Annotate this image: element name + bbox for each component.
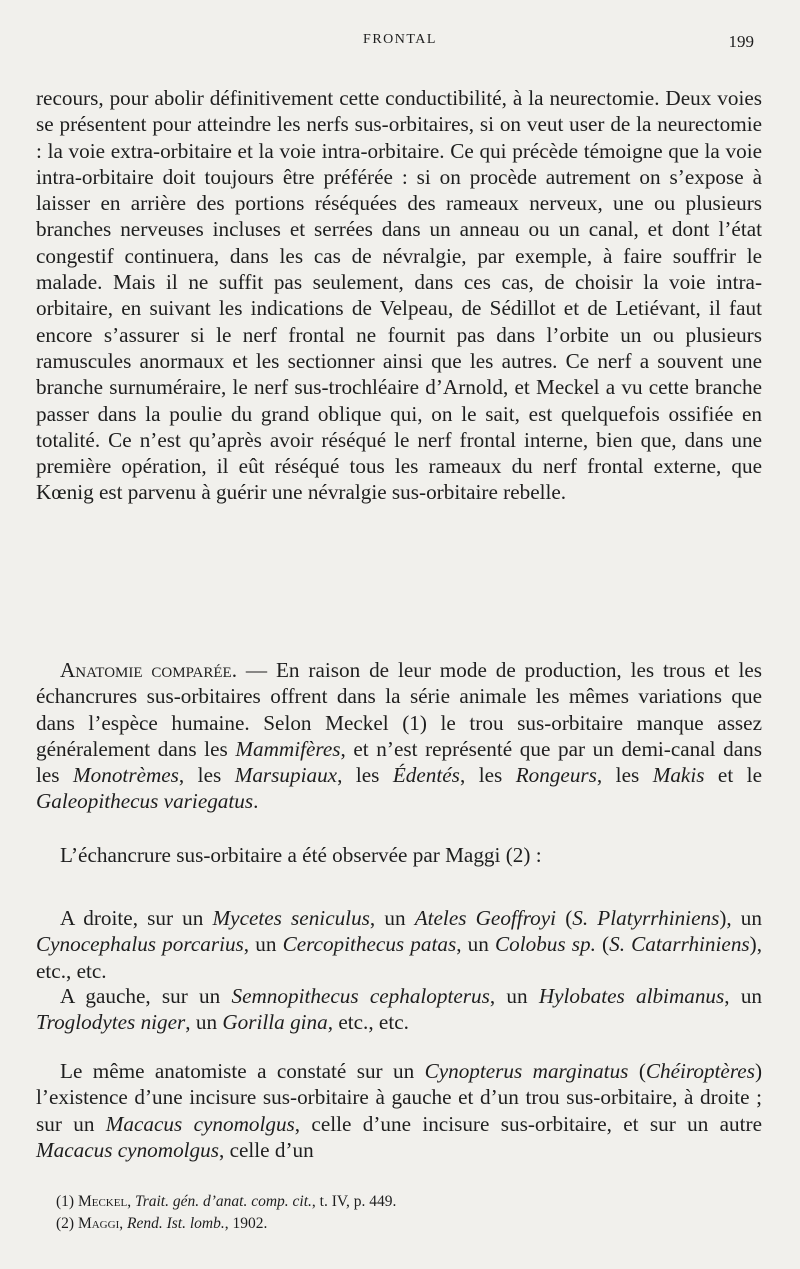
section-heading: Anatomie comparée. (60, 658, 238, 682)
paragraph-left-side: A gauche, sur un Semnopithecus cephalopterus, un Hylobates albimanus, un Troglodytes niger, un Gorilla gina, etc., etc. (36, 984, 763, 1035)
paragraph-maggi-intro (36, 842, 762, 868)
running-title: FRONTAL (363, 32, 437, 47)
paragraph-right-side: A droite, sur un Mycetes seniculus, un Ateles Geoffroyi (S. Platyrrhiniens), un Cynocephalus porcarius, un Cercopithecus patas, un Colobus sp. (S. Catarrhiniens), etc., etc. (36, 906, 763, 983)
paragraph-comparative-anatomy: Anatomie comparée. — En raison de leur mode de production, les trous et les échancrures sus-orbitaires offrent dans la série animale les mêmes variations que dans l’espèce humaine. Selon Meckel (1) le trou sus-orbitaire manque assez généralement dans les Mammifères, et n’est représenté que par un demi-canal dans les Monotrèmes, les Marsupiaux, les Édentés, les Rongeurs, les Makis et le Galeopithecus variegatus. (36, 658, 763, 814)
page-header (0, 30, 800, 54)
paragraph-neurectomy (36, 85, 762, 506)
paragraph-text: L’échancrure sus-orbitaire a été observée par Maggi (2) : (60, 843, 542, 867)
page-number: 199 (728, 32, 754, 51)
footnote-1: (1) Meckel, Trait. gén. d’anat. comp. cit., t. IV, p. 449. (56, 1193, 397, 1210)
footnote-2: (2) Maggi, Rend. Ist. lomb., 1902. (56, 1215, 268, 1232)
paragraph-text: recours, pour abolir définitivement cette conductibilité, à la neurectomie. Deux voies se présentent pour atteindre les nerfs sus-orbitaires, si on veut user de la neurectomie : la voie extra-orbitaire et la voie intra-orbitaire. Ce qui précède témoigne que la voie intra-orbitaire doit toujours être préférée : si on procède autrement on s’expose à laisser en arrière des portions réséquées des rameaux nerveux, une ou plusieurs branches nerveuses incluses et serrées dans un anneau ou un canal, et dont l’état congestif continuera, dans les cas de névralgie, par exemple, à faire souffrir le malade. Mais il ne suffit pas seulement, dans ces cas, de choisir la voie intra-orbitaire, en suivant les indications de Velpeau, de Sédillot et de Letiévant, il faut encore s’assurer si le nerf frontal ne fournit pas dans l’orbite un ou plusieurs ramuscules anormaux et les sectionner ainsi que les autres. Ce nerf a souvent une branche surnuméraire, le nerf sus-trochléaire d’Arnold, et Meckel a vu cette branche passer dans la poulie du grand oblique qui, on le sait, est quelquefois ossifiée en totalité. Ce n’est qu’après avoir réséqué le nerf frontal interne, bien que, dans une première opération, il eût réséqué tous les rameaux du nerf frontal externe, que Kœnig est parvenu à guérir une névralgie sus-orbitaire rebelle. (36, 86, 762, 505)
paragraph-cynopterus: Le même anatomiste a constaté sur un Cynopterus marginatus (Chéiroptères) l’existence d’une incisure sus-orbitaire à gauche et d’un trou sus-orbitaire, à droite ; sur un Macacus cynomolgus, celle d’une incisure sus-orbitaire, et sur un autre Macacus cynomolgus, celle d’un (36, 1059, 762, 1162)
